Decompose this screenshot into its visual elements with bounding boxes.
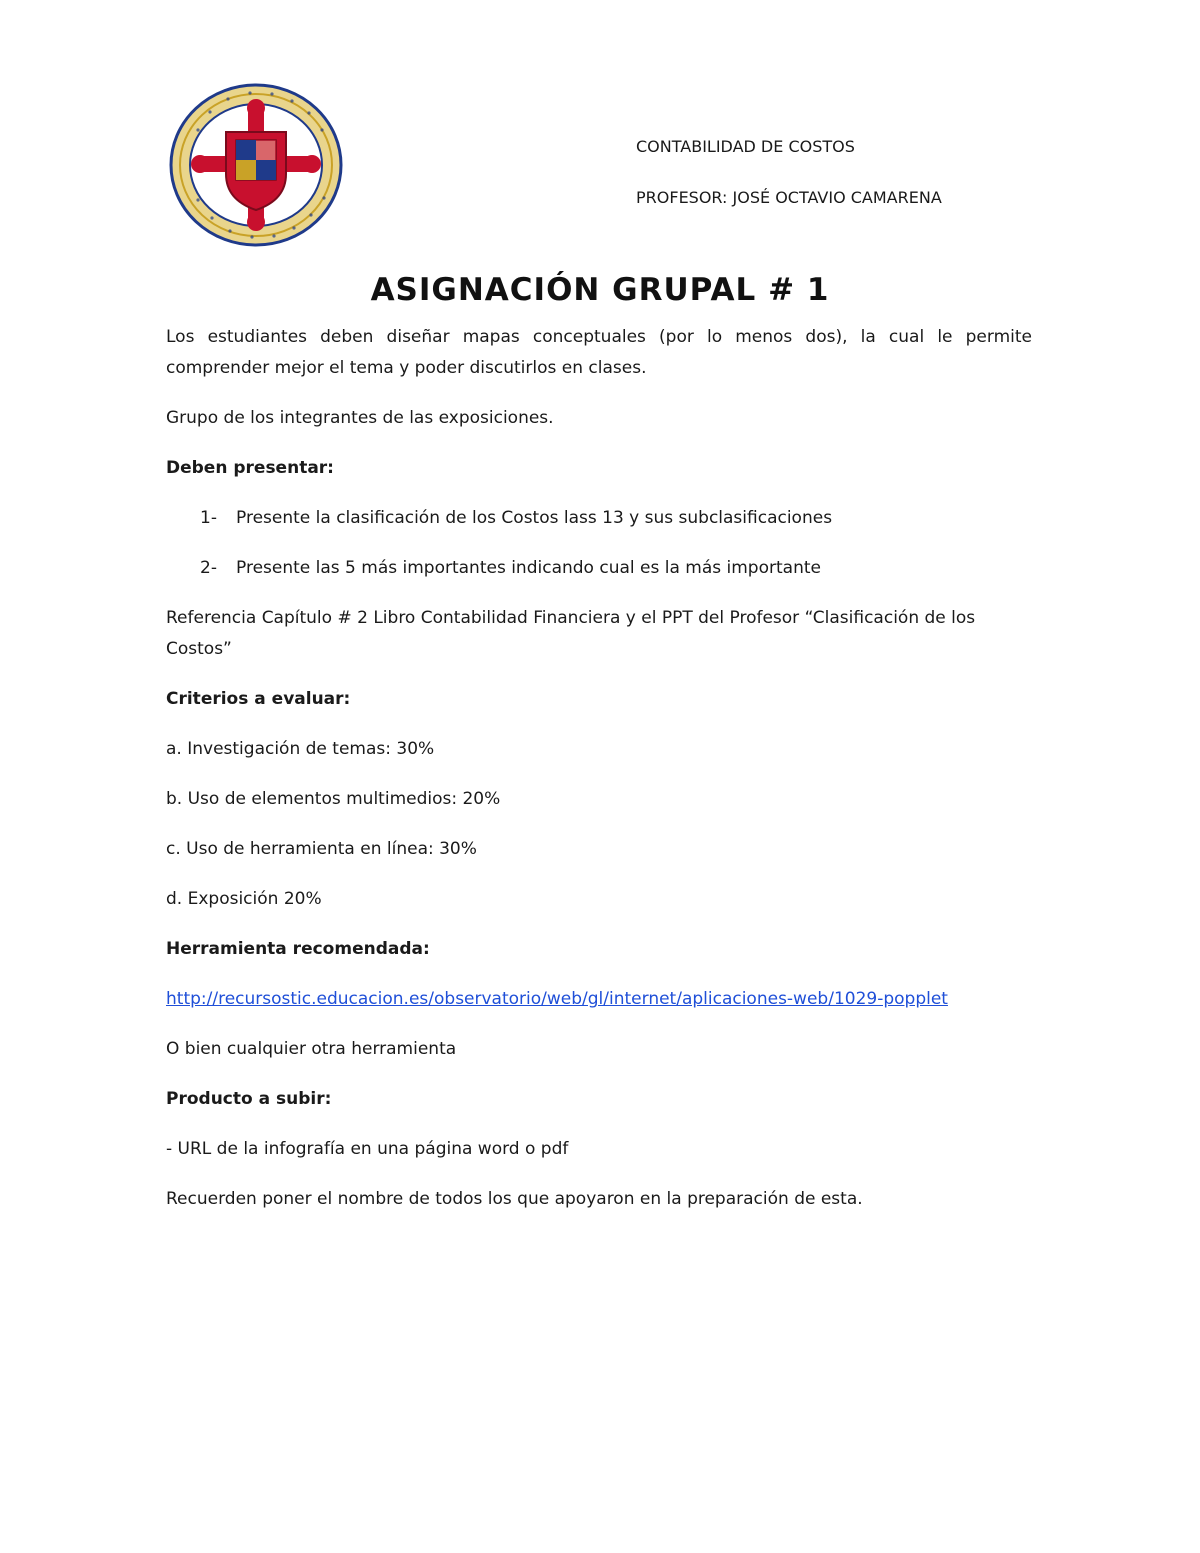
list-number: 2- — [200, 558, 217, 578]
present-heading: Deben presentar: — [166, 458, 334, 478]
product-heading: Producto a subir: — [166, 1089, 332, 1109]
criteria-item: a. Investigación de temas: 30% — [166, 739, 435, 759]
list-number: 1- — [200, 508, 217, 528]
criteria-heading: Criterios a evaluar: — [166, 689, 351, 709]
list-item — [166, 553, 1032, 584]
tool-link[interactable]: http://recursostic.educacion.es/observatorio/web/gl/internet/aplicaciones-web/1029-popplet — [166, 989, 948, 1009]
group-line: Grupo de los integrantes de las exposiciones. — [166, 408, 554, 428]
document-body — [166, 322, 1032, 1234]
product-item: - URL de la infografía en una página word o pdf — [166, 1139, 569, 1159]
list-item — [166, 503, 1032, 534]
professor-name: PROFESOR: JOSÉ OCTAVIO CAMARENA — [636, 188, 942, 207]
list-text: Presente la clasificación de los Costos lass 13 y sus subclasificaciones — [236, 508, 833, 528]
course-name: CONTABILIDAD DE COSTOS — [636, 137, 855, 156]
document-title: ASIGNACIÓN GRUPAL # 1 — [370, 272, 830, 308]
tool-heading: Herramienta recomendada: — [166, 939, 430, 959]
reference-paragraph: Referencia Capítulo # 2 Libro Contabilidad Financiera y el PPT del Profesor “Clasificación de los Costos” — [166, 608, 976, 659]
criteria-item: b. Uso de elementos multimedios: 20% — [166, 789, 501, 809]
university-seal-logo — [168, 82, 344, 248]
course-header — [636, 136, 942, 209]
criteria-item: d. Exposición 20% — [166, 889, 322, 909]
tool-alternative: O bien cualquier otra herramienta — [166, 1039, 457, 1059]
list-text: Presente las 5 más importantes indicando cual es la más importante — [236, 558, 821, 578]
intro-paragraph: Los estudiantes deben diseñar mapas conceptuales (por lo menos dos), la cual le permite comprender mejor el tema y poder discutirlos en clases. — [166, 327, 1032, 378]
closing-paragraph: Recuerden poner el nombre de todos los que apoyaron en la preparación de esta. — [166, 1189, 863, 1209]
criteria-item: c. Uso de herramienta en línea: 30% — [166, 839, 477, 859]
